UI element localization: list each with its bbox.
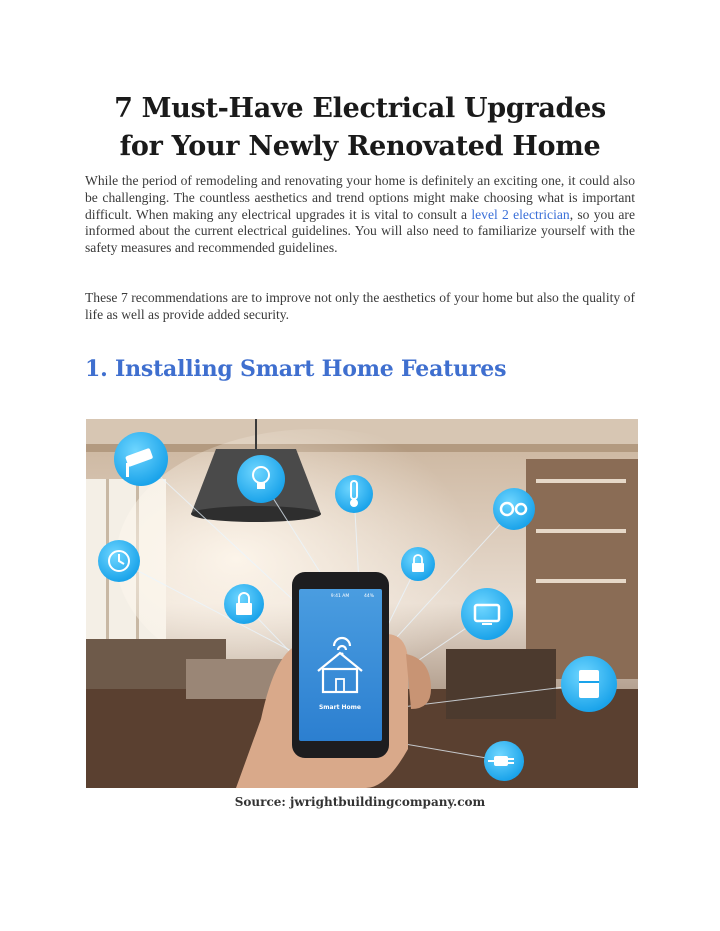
- smartphone: [292, 572, 389, 758]
- tv-icon: [461, 588, 513, 640]
- title-line-1: 7 Must-Have Electrical Upgrades: [114, 93, 606, 124]
- light-bulb-icon: [237, 455, 285, 503]
- title-line-2: for Your Newly Renovated Home: [119, 131, 601, 162]
- location-pin-icon: [401, 547, 435, 581]
- intro-paragraph: [85, 173, 635, 257]
- clock-icon: [98, 540, 140, 582]
- power-plug-icon: [484, 741, 524, 781]
- level-2-electrician-link[interactable]: level 2 electrician: [471, 206, 570, 222]
- intro-text-before: While the period of remodeling and renovating your home is definitely an exciting one, it could also be challenging. The countless aesthetics and trend options might make choosing what is important difficult. When making any electrical upgrades it is vital to consult a: [85, 173, 635, 222]
- article-title: [60, 90, 660, 166]
- smart-home-illustration: [86, 419, 638, 788]
- phone-status-battery: 44%: [363, 594, 374, 599]
- intro-text-after: , so you are informed about the current electrical guidelines. You will also need to familiarize yourself with the safety measures and recommended guidelines.: [85, 206, 635, 256]
- cctv-camera-icon: [114, 432, 168, 486]
- padlock-icon: [224, 584, 264, 624]
- image-source-caption: Source: jwrightbuildingcompany.com: [234, 795, 486, 809]
- gears-icon: [493, 488, 535, 530]
- phone-status-time: 9:41 AM: [330, 594, 350, 599]
- recommendations-paragraph: These 7 recommendations are to improve not only the aesthetics of your home but also the quality of life as well as provide added security.: [85, 290, 635, 322]
- phone-app-label: Smart Home: [318, 704, 362, 711]
- refrigerator-icon: [561, 656, 617, 712]
- thermometer-icon: [335, 475, 373, 513]
- section-1-heading: 1. Installing Smart Home Features: [85, 356, 507, 382]
